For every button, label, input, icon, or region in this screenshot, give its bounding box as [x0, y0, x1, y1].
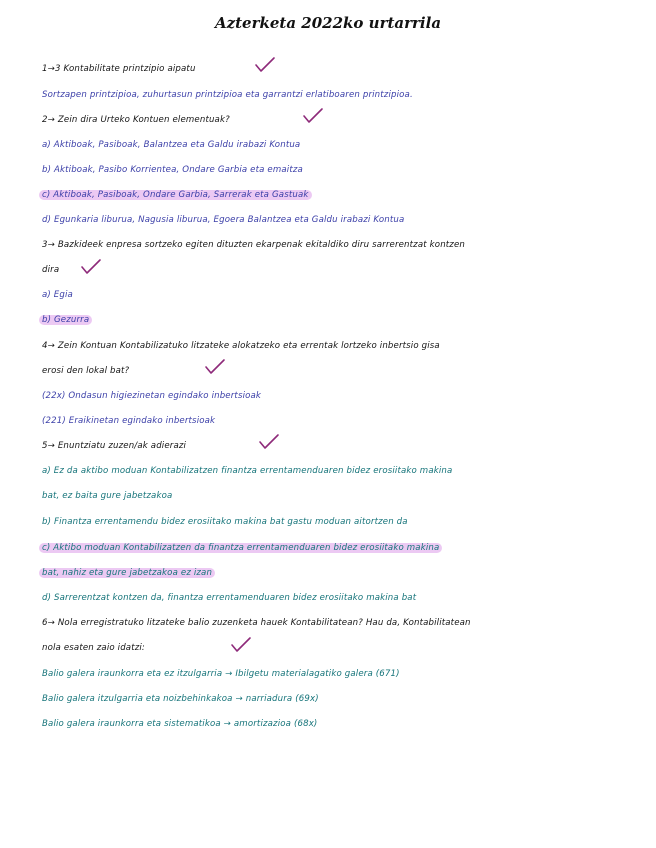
question-6-cont: nola esaten zaio idatzi:: [42, 643, 145, 653]
answer-4b: (221) Eraikinetan egindako inbertsioak: [42, 416, 216, 426]
highlight-5c: c) Aktibo moduan Kontabilizatzen da finantza errentamenduaren bidez erosiitako makina: [39, 543, 442, 553]
question-5: 5→ Enuntziatu zuzen/ak adierazi: [42, 441, 187, 451]
check-mark-icon: [254, 56, 276, 74]
question-3: 3→ Bazkideek enpresa sortzeko egiten dituzten ekarpenak ekitaldiko diru sarrerentzat kontzen: [42, 240, 466, 250]
option-3b-highlighted: [42, 313, 92, 327]
highlight-2c: c) Aktiboak, Pasiboak, Ondare Garbia, Sarrerak eta Gastuak: [39, 190, 312, 200]
question-6: 6→ Nola erregistratuko litzateke balio zuzenketa hauek Kontabilitatean? Hau da, Kontabilitatean: [42, 618, 471, 628]
check-mark-icon: [80, 258, 102, 276]
question-2: 2→ Zein dira Urteko Kontuen elementuak?: [42, 115, 230, 125]
answer-6a: Balio galera iraunkorra eta ez itzulgarria → Ibilgetu materialagatiko galera (671): [42, 669, 400, 679]
check-mark-icon: [230, 636, 252, 654]
answer-1: Sortzapen printzipioa, zuhurtasun printzipioa eta garrantzi erlatiboaren printzipioa.: [42, 90, 413, 100]
option-5a-cont: bat, ez baita gure jabetzakoa: [42, 491, 173, 501]
option-5b: b) Finantza errentamendu bidez erosiitako makina bat gastu moduan aitortzen da: [42, 517, 408, 527]
option-5c-cont-highlighted: [42, 566, 215, 580]
answer-4a: (22x) Ondasun higiezinetan egindako inbertsioak: [42, 391, 262, 401]
page-title: Azterketa 2022ko urtarrila: [214, 14, 442, 32]
answer-6c: Balio galera iraunkorra eta sistematikoa → amortizazioa (68x): [42, 719, 318, 729]
option-5a: a) Ez da aktibo moduan Kontabilizatzen finantza errentamenduaren bidez erosiitako makina: [42, 466, 453, 476]
check-mark-icon: [204, 358, 226, 376]
highlight-3b: b) Gezurra: [39, 315, 92, 325]
question-4-cont: erosi den lokal bat?: [42, 366, 130, 376]
answer-6b: Balio galera itzulgarria eta noizbehinkakoa → narriadura (69x): [42, 694, 319, 704]
question-4: 4→ Zein Kontuan Kontabilizatuko litzateke alokatzeko eta errentak lortzeko inbertsio gisa: [42, 341, 440, 351]
option-5d: d) Sarrerentzat kontzen da, finantza errentamenduaren bidez erosiitako makina bat: [42, 593, 417, 603]
option-2c-highlighted: [42, 188, 312, 202]
check-mark-icon: [302, 107, 324, 125]
option-2a: a) Aktiboak, Pasiboak, Balantzea eta Galdu irabazi Kontua: [42, 140, 301, 150]
question-1: 1→3 Kontabilitate printzipio aipatu: [42, 64, 196, 74]
option-2d: d) Egunkaria liburua, Nagusia liburua, Egoera Balantzea eta Galdu irabazi Kontua: [42, 215, 405, 225]
check-mark-icon: [258, 433, 280, 451]
highlight-5c-cont: bat, nahiz eta gure jabetzakoa ez izan: [39, 568, 215, 578]
option-5c-highlighted: [42, 541, 442, 555]
option-3a: a) Egia: [42, 290, 73, 300]
question-3-cont: dira: [42, 265, 60, 275]
option-2b: b) Aktiboak, Pasibo Korrientea, Ondare Garbia eta emaitza: [42, 165, 303, 175]
